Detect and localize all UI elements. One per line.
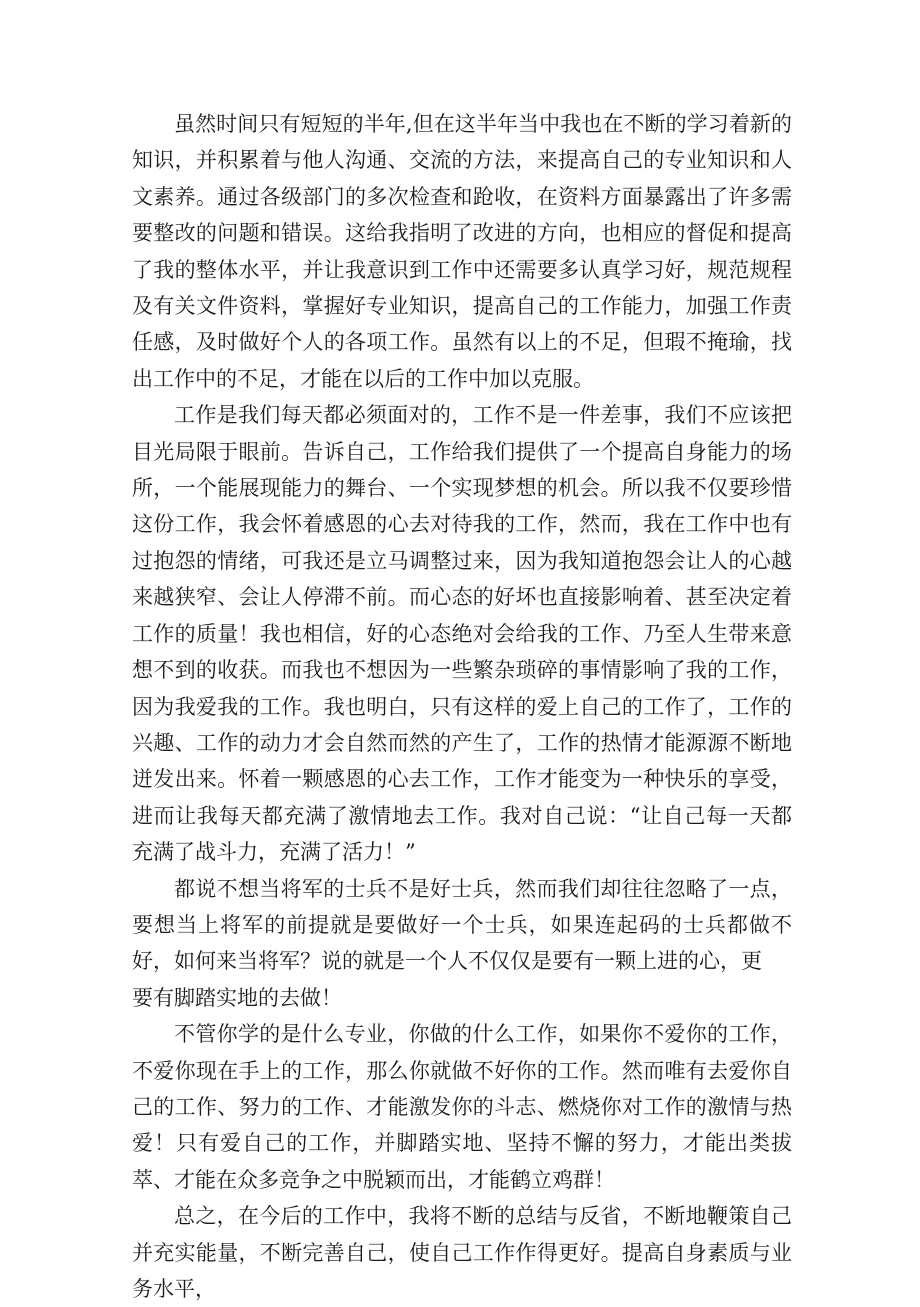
paragraph-4: 不管你学的是什么专业，你做的什么工作，如果你不爱你的工作，不爱你现在手上的工作，那么你就做不好你的工作。然而唯有去爱你自己的工作、努力的工作、才能激发你的斗志、燃烧你对工作的激情与热爱！只有爱自己的工作，并脚踏实地、坚持不懈的努力，才能出类拔萃、才能在众多竞争之中脱颖而出，才能鹤立鸡群！ <box>132 1022 792 1192</box>
paragraph-3: 都说不想当将军的士兵不是好士兵，然而我们却往往忽略了一点，要想当上将军的前提就是要做好一个士兵，如果连起码的士兵都做不好，如何来当将军？说的就是一个人不仅仅是要有一颗上进的心，更 <box>132 876 792 974</box>
paragraph-2: 工作是我们每天都必须面对的，工作不是一件差事，我们不应该把目光局限于眼前。告诉自己，工作给我们提供了一个提高自身能力的场所，一个能展现能力的舞台、一个实现梦想的机会。所以我不仅要珍惜这份工作，我会怀着感恩的心去对待我的工作，然而，我在工作中也有过抱怨的情绪，可我还是立马调整过来，因为我知道抱怨会让人的心越来越狭窄、会让人停滞不前。而心态的好坏也直接影响着、甚至决定着工作的质量！我也相信，好的心态绝对会给我的工作、乃至人生带来意想不到的收获。而我也不想因为一些繁杂琐碎的事情影响了我的工作，因为我爱我的工作。我也明白，只有这样的爱上自己的工作了，工作的兴趣、工作的动力才会自然而然的产生了，工作的热情才能源源不断地迸发出来。怀着一颗感恩的心去工作，工作才能变为一种快乐的享受，进而让我每天都充满了激情地去工作。我对自己说：“让自己每一天都充满了战斗力，充满了活力！” <box>132 403 792 865</box>
paragraph-5: 总之，在今后的工作中，我将不断的总结与反省，不断地鞭策自己并充实能量，不断完善自己，使自己工作作得更好。提高自身素质与业务水平， <box>132 1204 792 1301</box>
document-body <box>132 106 792 1307</box>
paragraph-1: 虽然时间只有短短的半年,但在这半年当中我也在不断的学习着新的知识，并积累着与他人沟通、交流的方法，来提高自己的专业知识和人文素养。通过各级部门的多次检查和跄收，在资料方面暴露出了许多需要整改的问题和错误。这给我指明了改进的方向，也相应的督促和提高了我的整体水平，并让我意识到工作中还需要多认真学习好，规范规程及有关文件资料，掌握好专业知识，提高自己的工作能力，加强工作责任感，及时做好个人的各项工作。虽然有以上的不足，但瑕不掩瑜，找出工作中的不足，才能在以后的工作中加以克服。 <box>132 112 792 391</box>
paragraph-3-continuation: 要有脚踏实地的去做！ <box>132 985 342 1010</box>
